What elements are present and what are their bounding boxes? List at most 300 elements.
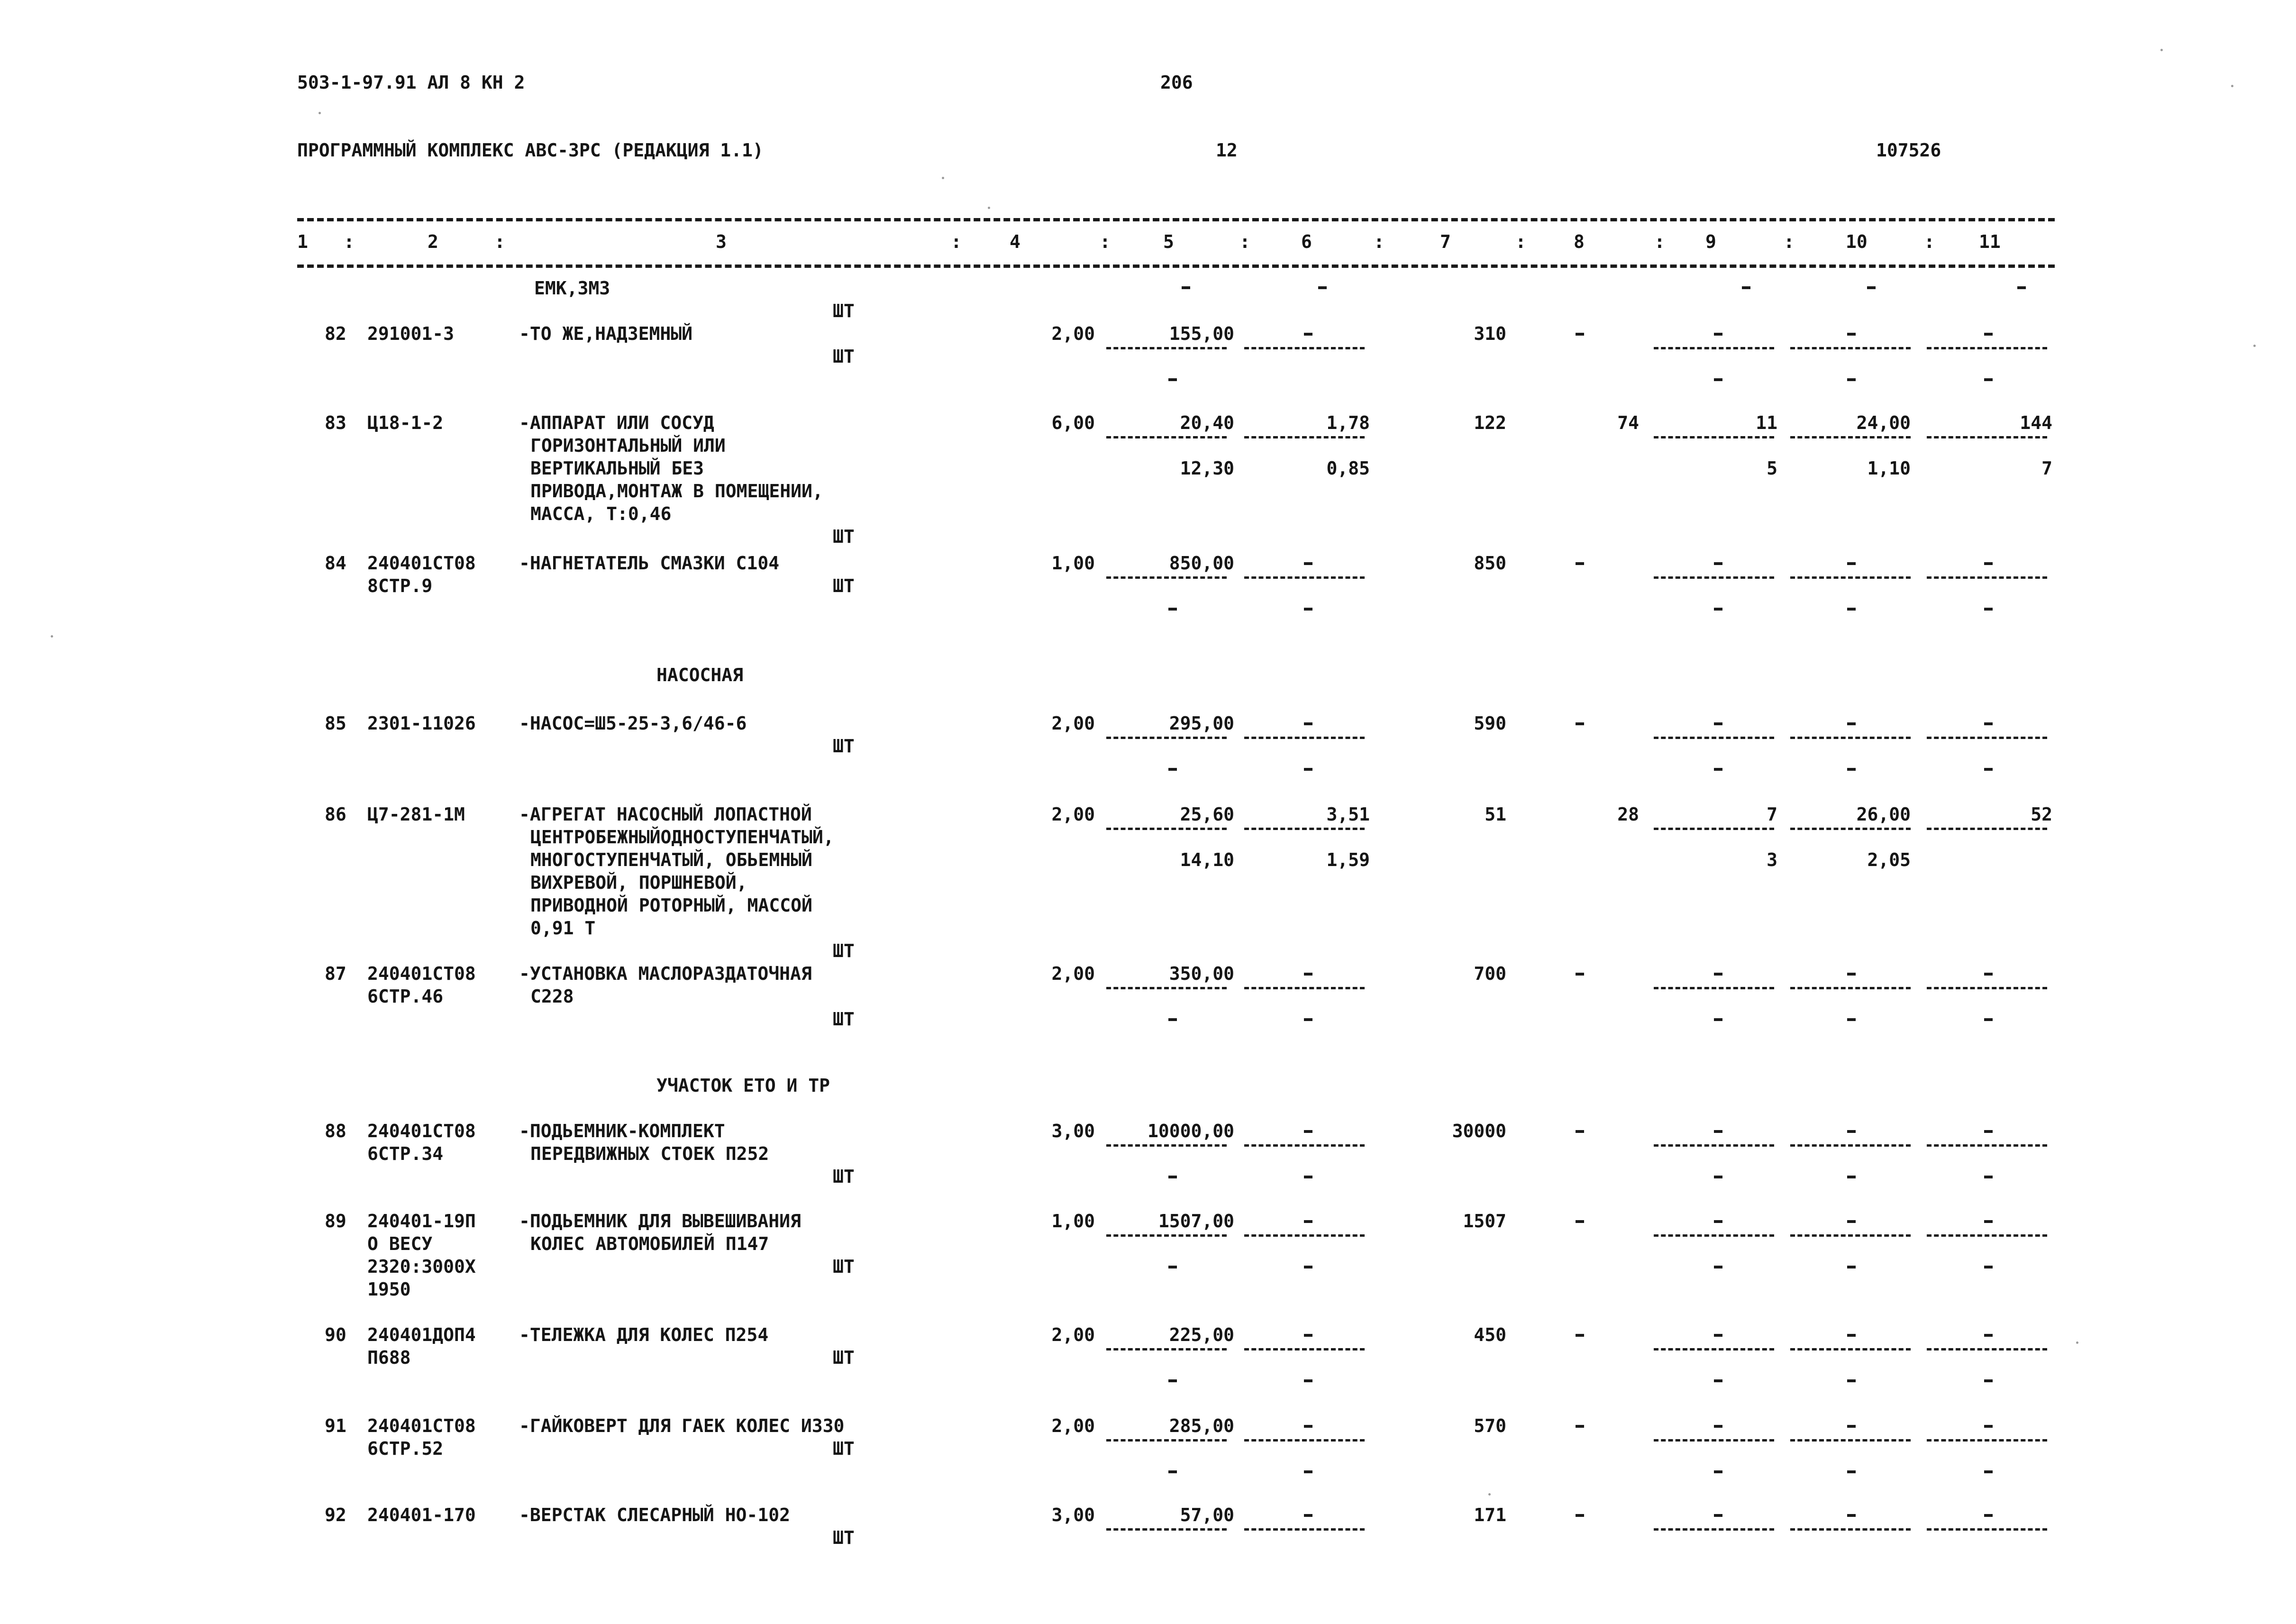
cell-col5-second: 12,30 bbox=[1180, 458, 1234, 479]
row-description: -ВЕРСТАК СЛЕСАРНЫЙ НО-102 bbox=[519, 1505, 790, 1525]
cell-col11-second bbox=[1984, 608, 1993, 611]
cell-separator bbox=[1654, 576, 1774, 579]
cell-col11 bbox=[1984, 973, 1993, 976]
cell-separator bbox=[1927, 1144, 2047, 1147]
cell-separator bbox=[1654, 1234, 1774, 1237]
cell-col9: 11 bbox=[1756, 412, 1777, 433]
cell-separator bbox=[1790, 737, 1911, 739]
row-unit: ШТ bbox=[833, 575, 855, 596]
row-number: 82 bbox=[325, 323, 346, 344]
cell-separator bbox=[1654, 436, 1774, 438]
row-unit: ШТ bbox=[833, 346, 855, 367]
cell-col8 bbox=[1576, 973, 1584, 976]
row-description: ЦЕНТРОБЕЖНЫЙОДНОСТУПЕНЧАТЫЙ, bbox=[530, 827, 834, 848]
table-top-rule bbox=[297, 218, 2055, 221]
cell-separator bbox=[1790, 576, 1911, 579]
cell-col5-second bbox=[1168, 1470, 1177, 1473]
row-code: 240401СТ08 bbox=[367, 963, 476, 984]
cell-col5: 850,00 bbox=[1169, 553, 1234, 574]
cell-col9 bbox=[1714, 722, 1722, 725]
cell-total: 590 bbox=[1474, 713, 1506, 734]
row-code: 2301-11026 bbox=[367, 713, 476, 734]
cell-separator bbox=[1244, 436, 1365, 438]
cell-col6-second bbox=[1304, 1379, 1312, 1382]
row-code: 1950 bbox=[367, 1279, 411, 1300]
row-code: 240401СТ08 bbox=[367, 1121, 476, 1141]
row-unit: ШТ bbox=[833, 1256, 855, 1277]
column-separator: : bbox=[494, 231, 505, 252]
cell-col5: 1507,00 bbox=[1158, 1211, 1234, 1232]
continuation-dash-col10 bbox=[1867, 286, 1876, 289]
row-description: ВЕРТИКАЛЬНЫЙ БЕЗ bbox=[530, 458, 704, 479]
cell-col10 bbox=[1847, 1220, 1856, 1223]
cell-col8 bbox=[1576, 1425, 1584, 1428]
row-unit: ШТ bbox=[833, 1438, 855, 1459]
cell-separator bbox=[1106, 347, 1227, 349]
row-unit: ШТ bbox=[833, 1527, 855, 1548]
cell-separator bbox=[1927, 1234, 2047, 1237]
row-number: 89 bbox=[325, 1211, 346, 1232]
cell-col10-second bbox=[1847, 1379, 1856, 1382]
scan-speck bbox=[1488, 1493, 1491, 1496]
section-heading-maintenance: УЧАСТОК ЕТО И ТР bbox=[656, 1075, 830, 1096]
cell-col5-second bbox=[1168, 768, 1177, 771]
cell-quantity: 2,00 bbox=[1051, 713, 1095, 734]
cell-separator bbox=[1927, 737, 2047, 739]
cell-col10-second bbox=[1847, 378, 1856, 381]
column-separator: : bbox=[1515, 231, 1526, 252]
cell-separator bbox=[1654, 1144, 1774, 1147]
cell-separator bbox=[1654, 1528, 1774, 1531]
row-description: -ГАЙКОВЕРТ ДЛЯ ГАЕК КОЛЕС И330 bbox=[519, 1415, 845, 1436]
column-separator: : bbox=[1924, 231, 1935, 252]
cell-separator bbox=[1790, 1439, 1911, 1442]
cell-col10-second bbox=[1847, 1470, 1856, 1473]
cell-col6-second bbox=[1304, 1176, 1312, 1178]
cell-separator bbox=[1927, 576, 2047, 579]
row-description: -ТО ЖЕ,НАДЗЕМНЫЙ bbox=[519, 323, 693, 344]
cell-col5-second bbox=[1168, 1266, 1177, 1268]
row-description: -ПОДЬЕМНИК-КОМПЛЕКТ bbox=[519, 1121, 725, 1141]
row-code: 240401-170 bbox=[367, 1505, 476, 1525]
cell-col11 bbox=[1984, 1220, 1993, 1223]
cell-col10 bbox=[1847, 562, 1856, 565]
row-description: -ПОДЬЕМНИК ДЛЯ ВЫВЕШИВАНИЯ bbox=[519, 1211, 801, 1232]
row-number: 85 bbox=[325, 713, 346, 734]
cell-col10-second: 1,10 bbox=[1867, 458, 1911, 479]
row-unit: ШТ bbox=[833, 736, 855, 757]
cell-separator bbox=[1244, 1439, 1365, 1442]
cell-col5-second bbox=[1168, 1018, 1177, 1021]
cell-col11 bbox=[1984, 1425, 1993, 1428]
cell-total: 1507 bbox=[1463, 1211, 1506, 1232]
cell-separator bbox=[1106, 1348, 1227, 1350]
cell-col6 bbox=[1304, 333, 1312, 336]
cell-col6-second: 0,85 bbox=[1326, 458, 1370, 479]
cell-col9-second: 3 bbox=[1767, 849, 1777, 870]
cell-total: 30000 bbox=[1452, 1121, 1506, 1141]
cell-quantity: 2,00 bbox=[1051, 804, 1095, 825]
cell-separator bbox=[1790, 1348, 1911, 1350]
row-description: -ТЕЛЕЖКА ДЛЯ КОЛЕС П254 bbox=[519, 1324, 769, 1345]
column-header-9: 9 bbox=[1705, 231, 1716, 252]
column-separator: : bbox=[951, 231, 962, 252]
column-header-5: 5 bbox=[1163, 231, 1174, 252]
cell-separator bbox=[1244, 828, 1365, 830]
cell-col6-second: 1,59 bbox=[1326, 849, 1370, 870]
cell-col6 bbox=[1304, 1220, 1312, 1223]
cell-col10 bbox=[1847, 973, 1856, 976]
cell-col6 bbox=[1304, 1334, 1312, 1337]
cell-col11 bbox=[1984, 1334, 1993, 1337]
cell-col9: 7 bbox=[1767, 804, 1777, 825]
cell-col5: 350,00 bbox=[1169, 963, 1234, 984]
cell-col5-second bbox=[1168, 1379, 1177, 1382]
cell-col8 bbox=[1576, 1334, 1584, 1337]
section-heading-pump-room: НАСОСНАЯ bbox=[656, 665, 744, 685]
cell-separator bbox=[1106, 436, 1227, 438]
cell-separator bbox=[1244, 1144, 1365, 1147]
scan-speck bbox=[2231, 85, 2233, 87]
cell-col11-second: 7 bbox=[2041, 458, 2052, 479]
cell-col5-second bbox=[1168, 1176, 1177, 1178]
cell-quantity: 1,00 bbox=[1051, 1211, 1095, 1232]
row-description: С228 bbox=[530, 986, 574, 1007]
cell-total: 850 bbox=[1474, 553, 1506, 574]
continuation-dash-col5 bbox=[1182, 286, 1190, 289]
cell-separator bbox=[1654, 347, 1774, 349]
row-number: 86 bbox=[325, 804, 346, 825]
row-description: ГОРИЗОНТАЛЬНЫЙ ИЛИ bbox=[530, 435, 726, 456]
column-header-6: 6 bbox=[1301, 231, 1312, 252]
document-number: 107526 bbox=[1876, 140, 1941, 161]
scan-speck bbox=[2253, 345, 2256, 347]
column-header-8: 8 bbox=[1574, 231, 1585, 252]
cell-separator bbox=[1927, 347, 2047, 349]
scan-speck bbox=[319, 112, 321, 114]
scan-speck bbox=[2160, 49, 2163, 51]
row-code: 6СТР.34 bbox=[367, 1143, 444, 1164]
continuation-unit: ШТ bbox=[833, 301, 855, 321]
cell-col6: 1,78 bbox=[1326, 412, 1370, 433]
cell-quantity: 2,00 bbox=[1051, 1415, 1095, 1436]
row-number: 88 bbox=[325, 1121, 346, 1141]
cell-separator bbox=[1244, 1528, 1365, 1531]
cell-col9-second bbox=[1714, 1470, 1722, 1473]
row-code: 8СТР.9 bbox=[367, 575, 433, 596]
cell-col6 bbox=[1304, 1425, 1312, 1428]
cell-col9 bbox=[1714, 973, 1722, 976]
row-description: ВИХРЕВОЙ, ПОРШНЕВОЙ, bbox=[530, 872, 747, 893]
column-separator: : bbox=[1100, 231, 1111, 252]
cell-col9 bbox=[1714, 333, 1722, 336]
row-description: -АППАРАТ ИЛИ СОСУД bbox=[519, 412, 714, 433]
cell-separator bbox=[1927, 436, 2047, 438]
row-number: 90 bbox=[325, 1324, 346, 1345]
cell-col9-second bbox=[1714, 1379, 1722, 1382]
cell-separator bbox=[1654, 828, 1774, 830]
cell-col10-second bbox=[1847, 1176, 1856, 1178]
cell-col9-second bbox=[1714, 1266, 1722, 1268]
cell-total: 700 bbox=[1474, 963, 1506, 984]
cell-separator bbox=[1106, 737, 1227, 739]
cell-col9 bbox=[1714, 562, 1722, 565]
column-header-3: 3 bbox=[716, 231, 727, 252]
row-code: 240401СТ08 bbox=[367, 553, 476, 574]
cell-separator bbox=[1790, 987, 1911, 989]
row-description: ПРИВОДА,МОНТАЖ В ПОМЕЩЕНИИ, bbox=[530, 481, 823, 502]
cell-col10: 24,00 bbox=[1856, 412, 1911, 433]
cell-col9-second bbox=[1714, 608, 1722, 611]
cell-quantity: 2,00 bbox=[1051, 1324, 1095, 1345]
cell-col11: 144 bbox=[2020, 412, 2052, 433]
table-header-rule bbox=[297, 265, 2055, 268]
cell-col11-second bbox=[1984, 768, 1993, 771]
cell-col8: 74 bbox=[1617, 412, 1639, 433]
cell-col11 bbox=[1984, 722, 1993, 725]
cell-col5: 20,40 bbox=[1180, 412, 1234, 433]
cell-separator bbox=[1106, 1144, 1227, 1147]
row-code: 240401СТ08 bbox=[367, 1415, 476, 1436]
row-description: ПРИВОДНОЙ РОТОРНЫЙ, МАССОЙ bbox=[530, 895, 812, 916]
cell-col10 bbox=[1847, 1334, 1856, 1337]
cell-col5: 57,00 bbox=[1180, 1505, 1234, 1525]
column-separator: : bbox=[1784, 231, 1795, 252]
cell-separator bbox=[1244, 1348, 1365, 1350]
cell-separator bbox=[1244, 576, 1365, 579]
row-description: КОЛЕС АВТОМОБИЛЕЙ П147 bbox=[530, 1233, 769, 1254]
row-unit: ШТ bbox=[833, 1347, 855, 1368]
cell-col11-second bbox=[1984, 378, 1993, 381]
cell-col8: 28 bbox=[1617, 804, 1639, 825]
row-description: МНОГОСТУПЕНЧАТЫЙ, ОБЬЕМНЫЙ bbox=[530, 849, 812, 870]
cell-quantity: 3,00 bbox=[1051, 1121, 1095, 1141]
cell-col11-second bbox=[1984, 1266, 1993, 1268]
scan-speck bbox=[942, 177, 944, 179]
cell-col8 bbox=[1576, 333, 1584, 336]
cell-col6-second bbox=[1304, 1266, 1312, 1268]
cell-col11 bbox=[1984, 333, 1993, 336]
cell-col10 bbox=[1847, 333, 1856, 336]
document-code: 503-1-97.91 АЛ 8 КН 2 bbox=[297, 72, 525, 93]
column-header-7: 7 bbox=[1440, 231, 1451, 252]
row-unit: ШТ bbox=[833, 1009, 855, 1030]
cell-col5-second bbox=[1168, 608, 1177, 611]
cell-col11 bbox=[1984, 1514, 1993, 1517]
cell-col5: 155,00 bbox=[1169, 323, 1234, 344]
row-description: -НАСОС=Ш5-25-3,6/46-6 bbox=[519, 713, 747, 734]
sheet-number: 12 bbox=[1216, 140, 1238, 161]
cell-col6-second bbox=[1304, 1470, 1312, 1473]
row-number: 83 bbox=[325, 412, 346, 433]
row-description: -НАГНЕТАТЕЛЬ СМАЗКИ С104 bbox=[519, 553, 780, 574]
cell-separator bbox=[1927, 987, 2047, 989]
cell-col9-second bbox=[1714, 1176, 1722, 1178]
cell-separator bbox=[1106, 1234, 1227, 1237]
row-description: -УСТАНОВКА МАСЛОРАЗДАТОЧНАЯ bbox=[519, 963, 812, 984]
cell-col5-second bbox=[1168, 378, 1177, 381]
cell-col9-second bbox=[1714, 768, 1722, 771]
continuation-dash-col9 bbox=[1742, 286, 1750, 289]
row-number: 91 bbox=[325, 1415, 346, 1436]
row-number: 92 bbox=[325, 1505, 346, 1525]
column-header-4: 4 bbox=[1010, 231, 1020, 252]
cell-separator bbox=[1927, 1528, 2047, 1531]
row-code: П688 bbox=[367, 1347, 411, 1368]
cell-quantity: 2,00 bbox=[1051, 323, 1095, 344]
cell-separator bbox=[1244, 347, 1365, 349]
cell-col10 bbox=[1847, 722, 1856, 725]
cell-col11-second bbox=[1984, 1018, 1993, 1021]
row-description: -АГРЕГАТ НАСОСНЫЙ ЛОПАСТНОЙ bbox=[519, 804, 812, 825]
row-code: 240401-19П bbox=[367, 1211, 476, 1232]
cell-separator bbox=[1927, 1348, 2047, 1350]
cell-separator bbox=[1790, 347, 1911, 349]
cell-separator bbox=[1654, 987, 1774, 989]
cell-separator bbox=[1244, 987, 1365, 989]
row-code: 6СТР.46 bbox=[367, 986, 444, 1007]
cell-col11: 52 bbox=[2031, 804, 2052, 825]
cell-col9-second bbox=[1714, 378, 1722, 381]
cell-separator bbox=[1790, 828, 1911, 830]
page-number: 206 bbox=[1160, 72, 1193, 93]
cell-separator bbox=[1654, 1439, 1774, 1442]
cell-separator bbox=[1106, 1528, 1227, 1531]
row-code: 240401ДОП4 bbox=[367, 1324, 476, 1345]
row-code: 291001-3 bbox=[367, 323, 455, 344]
cell-col5: 10000,00 bbox=[1147, 1121, 1234, 1141]
cell-total: 310 bbox=[1474, 323, 1506, 344]
cell-col9 bbox=[1714, 1130, 1722, 1133]
cell-col6 bbox=[1304, 1514, 1312, 1517]
cell-total: 450 bbox=[1474, 1324, 1506, 1345]
cell-col9 bbox=[1714, 1220, 1722, 1223]
cell-col10 bbox=[1847, 1425, 1856, 1428]
cell-separator bbox=[1927, 1439, 2047, 1442]
column-separator: : bbox=[1654, 231, 1665, 252]
cell-col11-second bbox=[1984, 1176, 1993, 1178]
cell-col8 bbox=[1576, 1220, 1584, 1223]
cell-col9 bbox=[1714, 1334, 1722, 1337]
cell-quantity: 1,00 bbox=[1051, 553, 1095, 574]
scan-speck bbox=[2076, 1341, 2078, 1344]
cell-col9-second bbox=[1714, 1018, 1722, 1021]
row-code: 6СТР.52 bbox=[367, 1438, 444, 1459]
cell-separator bbox=[1790, 1234, 1911, 1237]
column-separator: : bbox=[1374, 231, 1385, 252]
cell-col6 bbox=[1304, 562, 1312, 565]
cell-total: 171 bbox=[1474, 1505, 1506, 1525]
cell-col10-second bbox=[1847, 608, 1856, 611]
cell-separator bbox=[1106, 987, 1227, 989]
cell-col6-second bbox=[1304, 1018, 1312, 1021]
row-description: МАССА, Т:0,46 bbox=[530, 503, 672, 524]
cell-col10 bbox=[1847, 1514, 1856, 1517]
cell-col5: 285,00 bbox=[1169, 1415, 1234, 1436]
cell-col5: 25,60 bbox=[1180, 804, 1234, 825]
cell-separator bbox=[1654, 737, 1774, 739]
column-header-1: 1 bbox=[297, 231, 308, 252]
scan-speck bbox=[51, 635, 53, 638]
cell-separator bbox=[1244, 1234, 1365, 1237]
scan-speck bbox=[988, 207, 990, 209]
continuation-dash-col6 bbox=[1318, 286, 1327, 289]
cell-col6 bbox=[1304, 722, 1312, 725]
cell-col6 bbox=[1304, 973, 1312, 976]
cell-total: 570 bbox=[1474, 1415, 1506, 1436]
program-title: ПРОГРАММНЫЙ КОМПЛЕКС АВС-3РС (РЕДАКЦИЯ 1.1) bbox=[297, 140, 764, 161]
cell-col6-second bbox=[1304, 768, 1312, 771]
column-separator: : bbox=[1239, 231, 1250, 252]
cell-total: 122 bbox=[1474, 412, 1506, 433]
cell-separator bbox=[1927, 828, 2047, 830]
column-header-2: 2 bbox=[428, 231, 438, 252]
cell-col6: 3,51 bbox=[1326, 804, 1370, 825]
cell-quantity: 6,00 bbox=[1051, 412, 1095, 433]
row-description: ПЕРЕДВИЖНЫХ СТОЕК П252 bbox=[530, 1143, 769, 1164]
row-code: 2320:3000Х bbox=[367, 1256, 476, 1277]
row-code: О ВЕСУ bbox=[367, 1233, 433, 1254]
cell-separator bbox=[1790, 436, 1911, 438]
row-unit: ШТ bbox=[833, 1166, 855, 1187]
column-header-11: 11 bbox=[1979, 231, 2001, 252]
cell-col6 bbox=[1304, 1130, 1312, 1133]
cell-col9 bbox=[1714, 1514, 1722, 1517]
cell-separator bbox=[1790, 1528, 1911, 1531]
cell-separator bbox=[1654, 1348, 1774, 1350]
cell-col10: 26,00 bbox=[1856, 804, 1911, 825]
cell-separator bbox=[1106, 576, 1227, 579]
column-separator: : bbox=[344, 231, 355, 252]
cell-separator bbox=[1244, 737, 1365, 739]
cell-col8 bbox=[1576, 722, 1584, 725]
continuation-text: ЕМК,3М3 bbox=[534, 278, 610, 299]
continuation-dash-col11 bbox=[2017, 286, 2026, 289]
row-number: 87 bbox=[325, 963, 346, 984]
cell-separator bbox=[1106, 1439, 1227, 1442]
column-header-10: 10 bbox=[1846, 231, 1868, 252]
cell-col11 bbox=[1984, 1130, 1993, 1133]
cell-col8 bbox=[1576, 1130, 1584, 1133]
cell-col10-second bbox=[1847, 1266, 1856, 1268]
cell-col5: 225,00 bbox=[1169, 1324, 1234, 1345]
row-unit: ШТ bbox=[833, 526, 855, 547]
cell-col5: 295,00 bbox=[1169, 713, 1234, 734]
cell-col10-second bbox=[1847, 768, 1856, 771]
cell-col6-second bbox=[1304, 608, 1312, 611]
cell-separator bbox=[1790, 1144, 1911, 1147]
row-unit: ШТ bbox=[833, 940, 855, 961]
row-code: Ц7-281-1М bbox=[367, 804, 465, 825]
cell-col9 bbox=[1714, 1425, 1722, 1428]
cell-separator bbox=[1106, 828, 1227, 830]
cell-col11 bbox=[1984, 562, 1993, 565]
cell-col11-second bbox=[1984, 1470, 1993, 1473]
cell-col10-second: 2,05 bbox=[1867, 849, 1911, 870]
cell-col5-second: 14,10 bbox=[1180, 849, 1234, 870]
cell-col10 bbox=[1847, 1130, 1856, 1133]
cell-col10-second bbox=[1847, 1018, 1856, 1021]
cell-col8 bbox=[1576, 562, 1584, 565]
row-number: 84 bbox=[325, 553, 346, 574]
cell-col9-second: 5 bbox=[1767, 458, 1777, 479]
cell-quantity: 3,00 bbox=[1051, 1505, 1095, 1525]
row-description: 0,91 Т bbox=[530, 918, 596, 939]
row-code: Ц18-1-2 bbox=[367, 412, 444, 433]
cell-quantity: 2,00 bbox=[1051, 963, 1095, 984]
cell-col8 bbox=[1576, 1514, 1584, 1517]
cell-col11-second bbox=[1984, 1379, 1993, 1382]
